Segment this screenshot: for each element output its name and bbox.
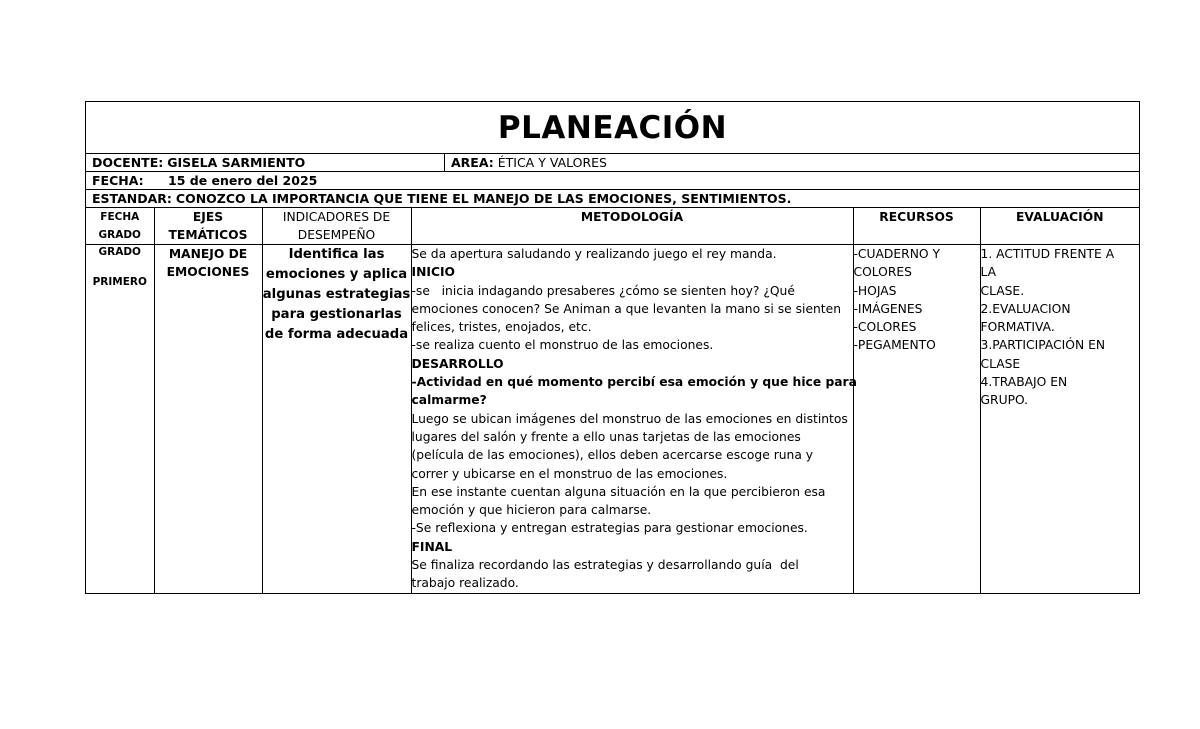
metodologia-line: -se inicia indagando presaberes ¿cómo se sienten hoy? ¿Qué: [411, 283, 795, 298]
evaluacion-item: 2.EVALUACION: [980, 301, 1071, 316]
header-ejes: [154, 208, 262, 245]
metodologia-line: emoción y que hicieron para calmarse.: [411, 503, 652, 518]
header-fecha-grado: [86, 208, 154, 245]
fecha-row: [86, 172, 1139, 190]
header-ejes-line2: TEMÁTICOS: [168, 228, 248, 242]
evaluacion-item: CLASE.: [980, 283, 1025, 298]
header-indicadores-line1: INDICADORES DE: [282, 210, 391, 224]
recurso-item: -COLORES: [853, 320, 917, 335]
header-recursos: [853, 208, 980, 245]
page-title: PLANEACIÓN: [497, 109, 728, 146]
header-metodologia: [411, 208, 853, 245]
metodologia-line: lugares del salón y frente a ello unas tarjetas de las emociones: [411, 429, 801, 444]
estandar-row: [86, 190, 1139, 208]
planning-table: [86, 208, 1139, 593]
docente-area-row: [86, 154, 1139, 172]
recurso-item: COLORES: [853, 265, 912, 280]
area-cell: [445, 154, 607, 171]
header-evaluacion-label: EVALUACIÓN: [1016, 210, 1104, 224]
metodologia-line: emociones conocen? Se Animan a que levanten la mano si se sienten: [411, 301, 841, 316]
header-recursos-label: RECURSOS: [879, 210, 954, 224]
metodologia-line: trabajo realizado.: [411, 576, 519, 591]
metodologia-line: -Actividad en qué momento percibí esa emoción y que hice para: [411, 375, 857, 390]
table-header-row: [86, 208, 1139, 245]
metodologia-line: -se realiza cuento el monstruo de las emociones.: [411, 338, 714, 353]
grado-cell: [86, 245, 154, 593]
recurso-item: -IMÁGENES: [853, 301, 923, 316]
fecha-label: FECHA:: [92, 173, 144, 188]
fecha-value: 15 de enero del 2025: [168, 173, 318, 188]
indicador-line: emociones y aplica: [265, 267, 408, 282]
docente-cell: [86, 154, 445, 171]
header-fecha-label: FECHA: [100, 211, 140, 223]
evaluacion-item: GRUPO.: [980, 393, 1029, 408]
title-row: [86, 102, 1139, 154]
recursos-cell: [853, 245, 980, 593]
metodologia-line: (película de las emociones), ellos deben acercarse escoge runa y: [411, 448, 814, 463]
header-metodologia-label: METODOLOGÍA: [580, 210, 684, 224]
fecha-cell: [86, 172, 317, 189]
metodologia-line: Se da apertura saludando y realizando juego el rey manda.: [411, 247, 777, 261]
metodologia-line: correr y ubicarse en el monstruo de las emociones.: [411, 466, 728, 481]
evaluacion-item: FORMATIVA.: [980, 320, 1055, 335]
estandar-value: CONOZCO LA IMPORTANCIA QUE TIENE EL MANEJO DE LAS EMOCIONES, SENTIMIENTOS.: [175, 191, 792, 206]
metodologia-cell: [411, 245, 857, 593]
estandar-cell: [86, 190, 791, 207]
indicadores-cell: [262, 245, 411, 593]
metodologia-line: calmarme?: [411, 393, 487, 408]
indicador-line: Identifica las: [288, 247, 385, 262]
header-indicadores-line2: DESEMPEÑO: [297, 228, 376, 242]
metodologia-line: En ese instante cuentan alguna situación en la que percibieron esa: [411, 484, 826, 499]
grado-value: PRIMERO: [92, 276, 147, 288]
docente-label: DOCENTE:: [92, 155, 164, 170]
evaluacion-item: 3.PARTICIPACIÓN EN: [980, 338, 1106, 353]
metodologia-line: -Se reflexiona y entregan estrategias para gestionar emociones.: [411, 521, 808, 536]
indicador-line: para gestionarlas: [271, 307, 402, 322]
header-evaluacion: [980, 208, 1139, 245]
indicador-line: algunas estrategias: [262, 287, 411, 302]
table-row: [86, 245, 1139, 593]
header-grado-label: GRADO: [98, 229, 141, 241]
docente-value: GISELA SARMIENTO: [167, 155, 306, 170]
header-indicadores: [262, 208, 411, 245]
ejes-line: MANEJO DE: [168, 247, 248, 261]
metodologia-line: INICIO: [411, 265, 455, 280]
evaluacion-item: LA: [980, 265, 997, 280]
metodologia-line: DESARROLLO: [411, 356, 504, 371]
metodologia-line: Luego se ubican imágenes del monstruo de las emociones en distintos: [411, 411, 848, 426]
ejes-line: EMOCIONES: [166, 265, 250, 279]
evaluacion-cell: [980, 245, 1139, 593]
indicador-line: de forma adecuada: [264, 327, 409, 342]
area-value: ÉTICA Y VALORES: [497, 155, 607, 170]
recurso-item: -PEGAMENTO: [853, 338, 936, 353]
metodologia-line: FINAL: [411, 539, 453, 554]
evaluacion-item: 4.TRABAJO EN: [980, 375, 1068, 390]
area-label: AREA:: [451, 155, 494, 170]
ejes-cell: [154, 245, 262, 593]
metodologia-line: felices, tristes, enojados, etc.: [411, 320, 592, 335]
metodologia-line: Se finaliza recordando las estrategias y desarrollando guía del: [411, 558, 799, 573]
planning-document: [85, 101, 1140, 594]
estandar-label: ESTANDAR:: [92, 191, 172, 206]
evaluacion-item: 1. ACTITUD FRENTE A: [980, 247, 1115, 261]
recurso-item: -CUADERNO Y: [853, 247, 941, 261]
recurso-item: -HOJAS: [853, 283, 897, 298]
evaluacion-item: CLASE: [980, 356, 1021, 371]
header-ejes-line1: EJES: [192, 210, 224, 224]
grado-label: GRADO: [98, 246, 141, 258]
